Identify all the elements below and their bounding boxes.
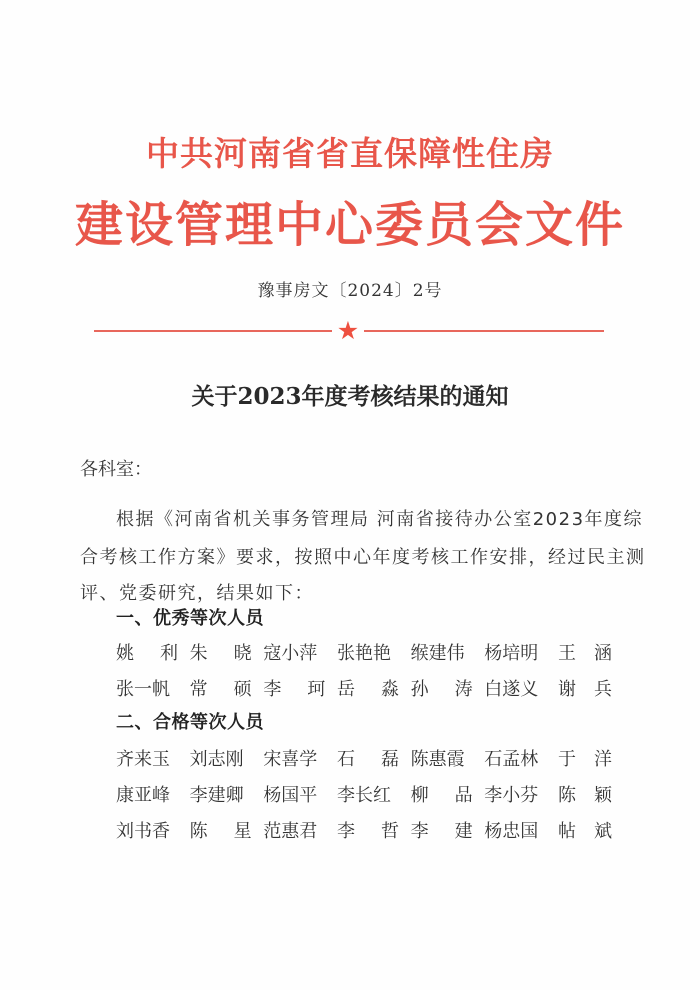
name-char: 磊 [380,749,399,770]
name-char: 涵 [593,643,612,664]
person-name [190,819,252,845]
person-name: 张艳艳 [336,643,391,664]
red-divider-right [364,330,604,332]
name-char: 品 [454,785,473,806]
section-heading-excellent: 一、优秀等次人员 [116,608,264,629]
name-char: 陈 [189,821,208,842]
name-char: 淼 [380,679,399,700]
name-char: 星 [233,821,252,842]
person-name [558,819,612,845]
name-char: 帖 [557,821,576,842]
name-char: 洋 [593,749,612,770]
name-char: 王 [557,643,576,664]
person-name: 齐来玉 [116,749,170,770]
name-char: 姚 [116,643,134,664]
name-char: 哲 [380,821,399,842]
name-char: 涛 [454,679,473,700]
red-divider-left [94,330,332,332]
name-char: 珂 [307,679,326,700]
name-char: 于 [557,749,576,770]
name-char: 硕 [233,679,252,700]
name-char: 石 [336,749,355,770]
name-char: 斌 [593,821,612,842]
person-name [337,819,399,845]
name-char: 朱 [189,643,208,664]
person-name: 寇小萍 [263,643,318,664]
name-char: 谢 [557,679,576,700]
notice-title: 关于2023年度考核结果的通知 [191,383,509,410]
person-name [337,677,399,703]
person-name: 石孟林 [484,749,539,770]
name-char: 晓 [233,643,252,664]
person-name [411,819,473,845]
name-char: 李 [336,821,355,842]
name-char: 岳 [336,679,355,700]
issuer-name-line2: 建设管理中心委员会文件 [74,197,625,253]
person-name: 宋喜学 [263,749,318,770]
person-name [190,677,252,703]
name-char: 柳 [410,785,429,806]
name-char: 陈 [557,785,576,806]
name-row [116,641,612,667]
person-name [411,783,473,809]
name-char: 颖 [593,785,612,806]
person-name: 李长红 [336,785,391,806]
issuer-name-line1: 中共河南省省直保障性住房 [146,134,554,173]
person-name: 杨培明 [484,643,539,664]
person-name: 张一帆 [116,679,170,700]
person-name: 李建卿 [189,785,244,806]
person-name: 刘志刚 [189,749,244,770]
salutation: 各科室： [80,459,152,480]
star-icon: ★ [336,316,360,345]
person-name: 范惠君 [263,821,318,842]
person-name: 李小芬 [484,785,539,806]
person-name: 杨忠国 [484,821,539,842]
name-char: 李 [263,679,282,700]
person-name [558,677,612,703]
name-row [116,677,612,703]
person-name [190,641,252,667]
name-row [116,783,612,809]
name-char: 建 [454,821,473,842]
person-name [558,641,612,667]
person-name: 康亚峰 [116,785,170,806]
name-char: 孙 [410,679,429,700]
section-heading-qualified: 二、合格等次人员 [116,712,264,733]
name-row [116,819,612,845]
name-row [116,747,612,773]
person-name [116,641,178,667]
person-name [263,677,325,703]
paragraph-line: 评、党委研究，结果如下： [80,583,314,604]
document-number: 豫事房文〔2024〕2号 [257,281,443,301]
person-name: 白遂义 [484,679,539,700]
person-name [558,783,612,809]
paragraph-line: 合考核工作方案》要求，按照中心年度考核工作安排，经过民主测 [80,547,646,568]
person-name: 陈惠霞 [410,749,465,770]
name-char: 利 [160,643,178,664]
paragraph-line: 根据《河南省机关事务管理局 河南省接待办公室2023年度综 [116,509,644,530]
person-name [337,747,399,773]
person-name: 杨国平 [263,785,318,806]
name-char: 李 [410,821,429,842]
person-name: 缑建伟 [410,643,465,664]
name-char: 兵 [593,679,612,700]
person-name [558,747,612,773]
person-name: 刘书香 [116,821,170,842]
person-name [411,677,473,703]
name-char: 常 [189,679,208,700]
